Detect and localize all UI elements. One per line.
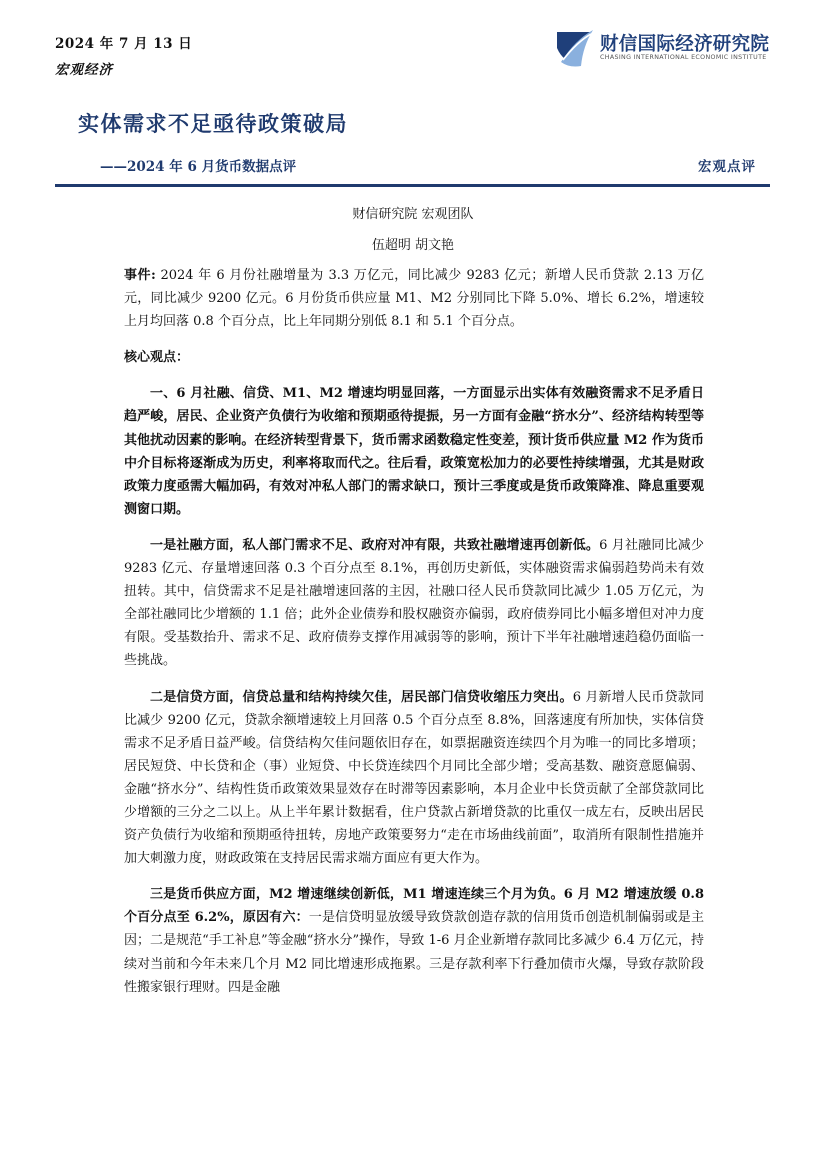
credit-text: 6 月新增人民币贷款同比减少 9200 亿元，贷款余额增速较上月回落 0.5 个百分点至 8.8%，回落速度有所加快，实体信贷需求不足矛盾日益严峻。信贷结构欠佳问题依旧存在，如票据融资连续四个月为唯一的同比多增项；居民短贷、中长贷和企（事）业短贷、中长贷连续四个月同比全部少增；受高基数、融资意愿偏弱、金融“挤水分”、结构性货币政策效果显效存在时滞等因素影响，本月企业中长贷贡献了全部贷款同比少增额的三分之二以上。从上半年累计数据看，住户贷款占新增贷款的比重仅一成左右，反映出居民资产负债行为收缩和预期亟待扭转，房地产政策要努力“走在市场曲线前面”，取消所有限制性措施并加大刺激力度，财政政策在支持居民需求端方面应有更大作为。 — [124, 689, 704, 867]
event-label: 事件: — [124, 268, 156, 283]
social-financing-paragraph — [124, 534, 704, 673]
logo-english-name: CHASING INTERNATIONAL ECONOMIC INSTITUTE — [600, 54, 767, 61]
logo-chinese-name: 财信国际经济研究院 — [600, 34, 770, 55]
authors: 伍超明 胡文艳 — [371, 238, 455, 253]
credit-lead: 二是信贷方面，信贷总量和结构持续欠佳，居民部门信贷收缩压力突出。 — [150, 689, 573, 705]
globe-logo-icon — [553, 26, 595, 68]
money-supply-lead: 三是货币供应方面，M2 增速继续创新低，M1 增速连续三个月为负。6 月 M2 增速放缓 0.8 个百分点至 6.2%，原因有六： — [124, 887, 704, 926]
event-text: 2024 年 6 月份社融增量为 3.3 万亿元，同比减少 9283 亿元；新增人民币贷款 2.13 万亿元，同比减少 9200 亿元。6 月份货币供应量 M1、M2 分别同比下降 5.0%、增长 6.2%，增速较上月均回落 0.8 个百分点，比上年同期分别低 8.1 和 5.1 个百分点。 — [124, 268, 704, 330]
report-date: 2024 年 7 月 13 日 — [55, 36, 193, 52]
report-type: 宏观点评 — [698, 159, 756, 175]
event-paragraph — [124, 264, 704, 333]
summary-paragraph: 一、6 月社融、信贷、M1、M2 增速均明显回落，一方面显示出实体有效融资需求不足矛盾日趋严峻，居民、企业资产负债行为收缩和预期亟待提振，另一方面有金融“挤水分”、经济结构转型等其他扰动因素的影响。在经济转型背景下，货币需求函数稳定性变差，预计货币供应量 M2 作为货币中介目标将逐渐成为历史，利率将取而代之。往后看，政策宽松加力的必要性持续增强，尤其是财政政策力度亟需大幅加码，有效对冲私人部门的需求缺口，预计三季度或是货币政策降准、降息重要观测窗口期。 — [124, 386, 704, 517]
money-supply-text: 一是信贷明显放缓导致贷款创造存款的信用货币创造机制偏弱或是主因；二是规范“手工补息”等金融“挤水分”操作，导致 1-6 月企业新增存款同比多减少 6.4 万亿元，持续对当前和今年未来几个月 M2 同比增速形成拖累。三是存款利率下行叠加债市火爆，导致存款阶段性搬家银行理财。四是金融 — [124, 910, 704, 995]
social-financing-text: 6 月社融同比减少 9283 亿元、存量增速回落 0.3 个百分点至 8.1%，再创历史新低，实体融资需求偏弱趋势尚未有效扭转。其中，信贷需求不足是社融增速回落的主因，社融口径人民币贷款同比减少 1.05 万亿元，为全部社融同比少增额的 1.1 倍；此外企业债券和股权融资亦偏弱，政府债券同比小幅多增但对冲力度有限。受基数抬升、需求不足、政府债券支撑作用减弱等的影响，预计下半年社融增速趋稳仍面临一些挑战。 — [124, 537, 704, 669]
institute-logo — [553, 26, 775, 70]
social-financing-lead: 一是社融方面，私人部门需求不足、政府对冲有限，共致社融增速再创新低。 — [150, 537, 600, 553]
report-subtitle: ——2024 年 6 月货币数据点评 — [100, 159, 297, 175]
core-views-heading: 核心观点： — [124, 350, 190, 366]
research-team: 财信研究院 宏观团队 — [352, 207, 474, 222]
credit-paragraph — [124, 686, 704, 871]
report-category: 宏观经济 — [55, 62, 113, 78]
money-supply-paragraph — [124, 883, 704, 998]
report-body — [124, 264, 704, 1012]
report-title: 实体需求不足亟待政策破局 — [78, 111, 348, 136]
header-divider — [55, 184, 770, 187]
